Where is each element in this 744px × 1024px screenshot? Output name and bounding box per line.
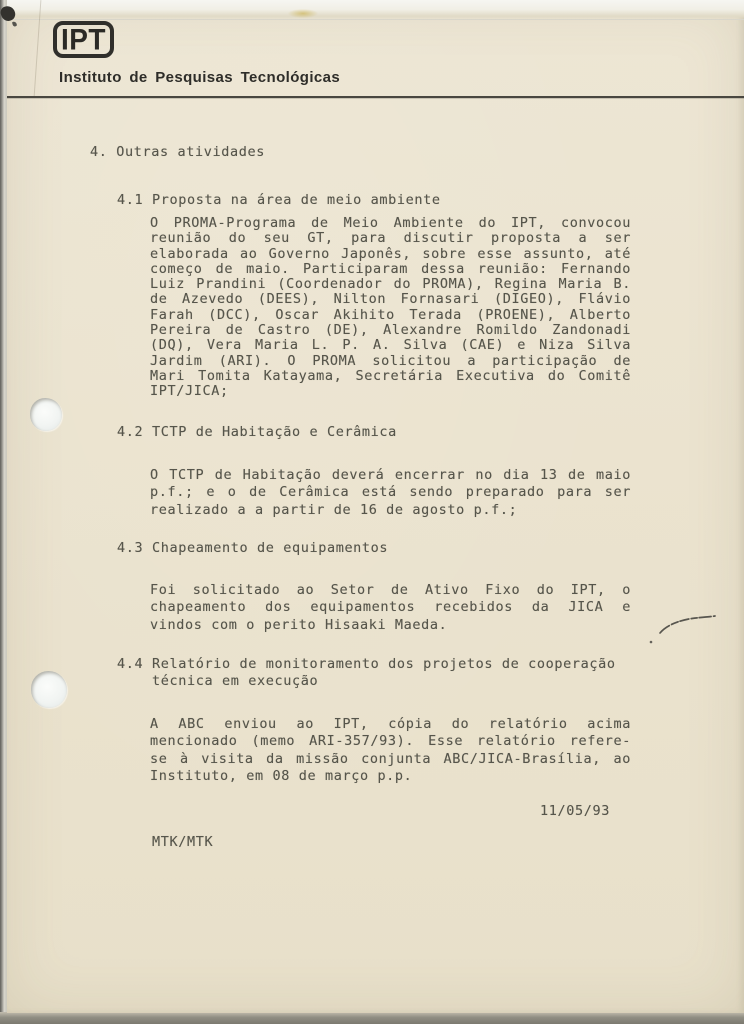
punch-hole-bottom [31, 671, 67, 708]
paragraph-line: Mari Tomita Katayama, Secretária Executiva do Comitê [150, 367, 631, 384]
header-divider [7, 96, 744, 98]
paragraph-line: O PROMA-Programa de Meio Ambiente do IPT, convocou [150, 215, 631, 231]
paragraph-line: (DQ), Vera Maria L. P. A. Silva (CAE) e Niza Silva [150, 337, 631, 354]
paragraph-line: Foi solicitado ao Setor de Ativo Fixo do IPT, o [150, 582, 631, 598]
paragraph-line: O TCTP de Habitação deverá encerrar no dia 13 de maio [150, 467, 631, 483]
subsection-heading [117, 424, 397, 441]
paragraph-line: de Azevedo (DEES), Nilton Fornasari (DIGEO), Flávio [150, 291, 631, 308]
subsection-heading [117, 540, 388, 557]
paragraph-line: mencionado (memo ARI-357/93). Esse relatório refere- [150, 733, 631, 750]
subsection-heading-line: 4.2 TCTP de Habitação e Cerâmica [117, 424, 397, 440]
pen-mark [637, 605, 727, 650]
document-date: 11/05/93 [540, 803, 610, 819]
subsection-heading-line: 4.1 Proposta na área de meio ambiente [117, 192, 441, 208]
subsection-heading [117, 656, 616, 691]
paragraph-line: Luiz Prandini (Coordenador do PROMA), Regina Maria B. [150, 276, 631, 293]
paragraph-line: vindos com o perito Hisaaki Maeda. [150, 616, 448, 633]
punch-hole-top [30, 398, 62, 431]
paragraph-line: Jardim (ARI). O PROMA solicitou a participação de [150, 352, 631, 369]
paragraph-line: IPT/JICA; [150, 383, 229, 400]
paragraph-line: começo de maio. Participaram dessa reunião: Fernando [150, 260, 631, 277]
subsection-heading-line: 4.3 Chapeamento de equipamentos [117, 540, 389, 556]
paragraph-line: Pereira de Castro (DE), Alexandre Romildo Zandonadi [150, 322, 631, 339]
paragraph-line: chapeamento dos equipamentos recebidos da JICA e [150, 599, 631, 616]
paragraph-line: se à visita da missão conjunta ABC/JICA-Brasília, ao [150, 750, 631, 767]
typist-initials: MTK/MTK [152, 834, 214, 850]
subsection-heading-line: 4.4 Relatório de monitoramento dos projetos de cooperação [117, 656, 616, 672]
subsection-paragraph [150, 716, 631, 785]
ipt-logo-text: IPT [60, 22, 107, 56]
subsection-paragraph [150, 582, 631, 634]
paragraph-line: A ABC enviou ao IPT, cópia do relatório acima [150, 716, 631, 732]
paragraph-line: elaborada ao Governo Japonês, sobre esse assunto, até [150, 245, 631, 262]
paper-fold-strip [7, 0, 744, 20]
subsection-paragraph [150, 216, 631, 400]
paragraph-line: Instituto, em 08 de março p.p. [150, 767, 413, 784]
ipt-logo [53, 21, 114, 58]
subsection-heading-line: técnica em execução [152, 673, 319, 690]
paper-sheet [7, 0, 744, 1013]
paragraph-line: realizado a a partir de 16 de agosto p.f.; [150, 501, 518, 518]
scanner-edge-bottom [0, 1012, 744, 1024]
section-title: 4. Outras atividades [90, 144, 265, 160]
paragraph-line: reunião do seu GT, para discutir proposta a ser [150, 230, 631, 247]
subsection-heading [117, 192, 441, 209]
paragraph-line: p.f.; e o de Cerâmica está sendo preparado para ser [150, 484, 631, 501]
paragraph-line: Farah (DCC), Oscar Akihito Terada (PROENE), Alberto [150, 306, 631, 323]
stain-mark [288, 9, 318, 18]
org-name: Instituto de Pesquisas Tecnológicas [59, 69, 341, 86]
subsection-paragraph [150, 467, 631, 519]
scanner-edge-left [0, 0, 7, 1015]
